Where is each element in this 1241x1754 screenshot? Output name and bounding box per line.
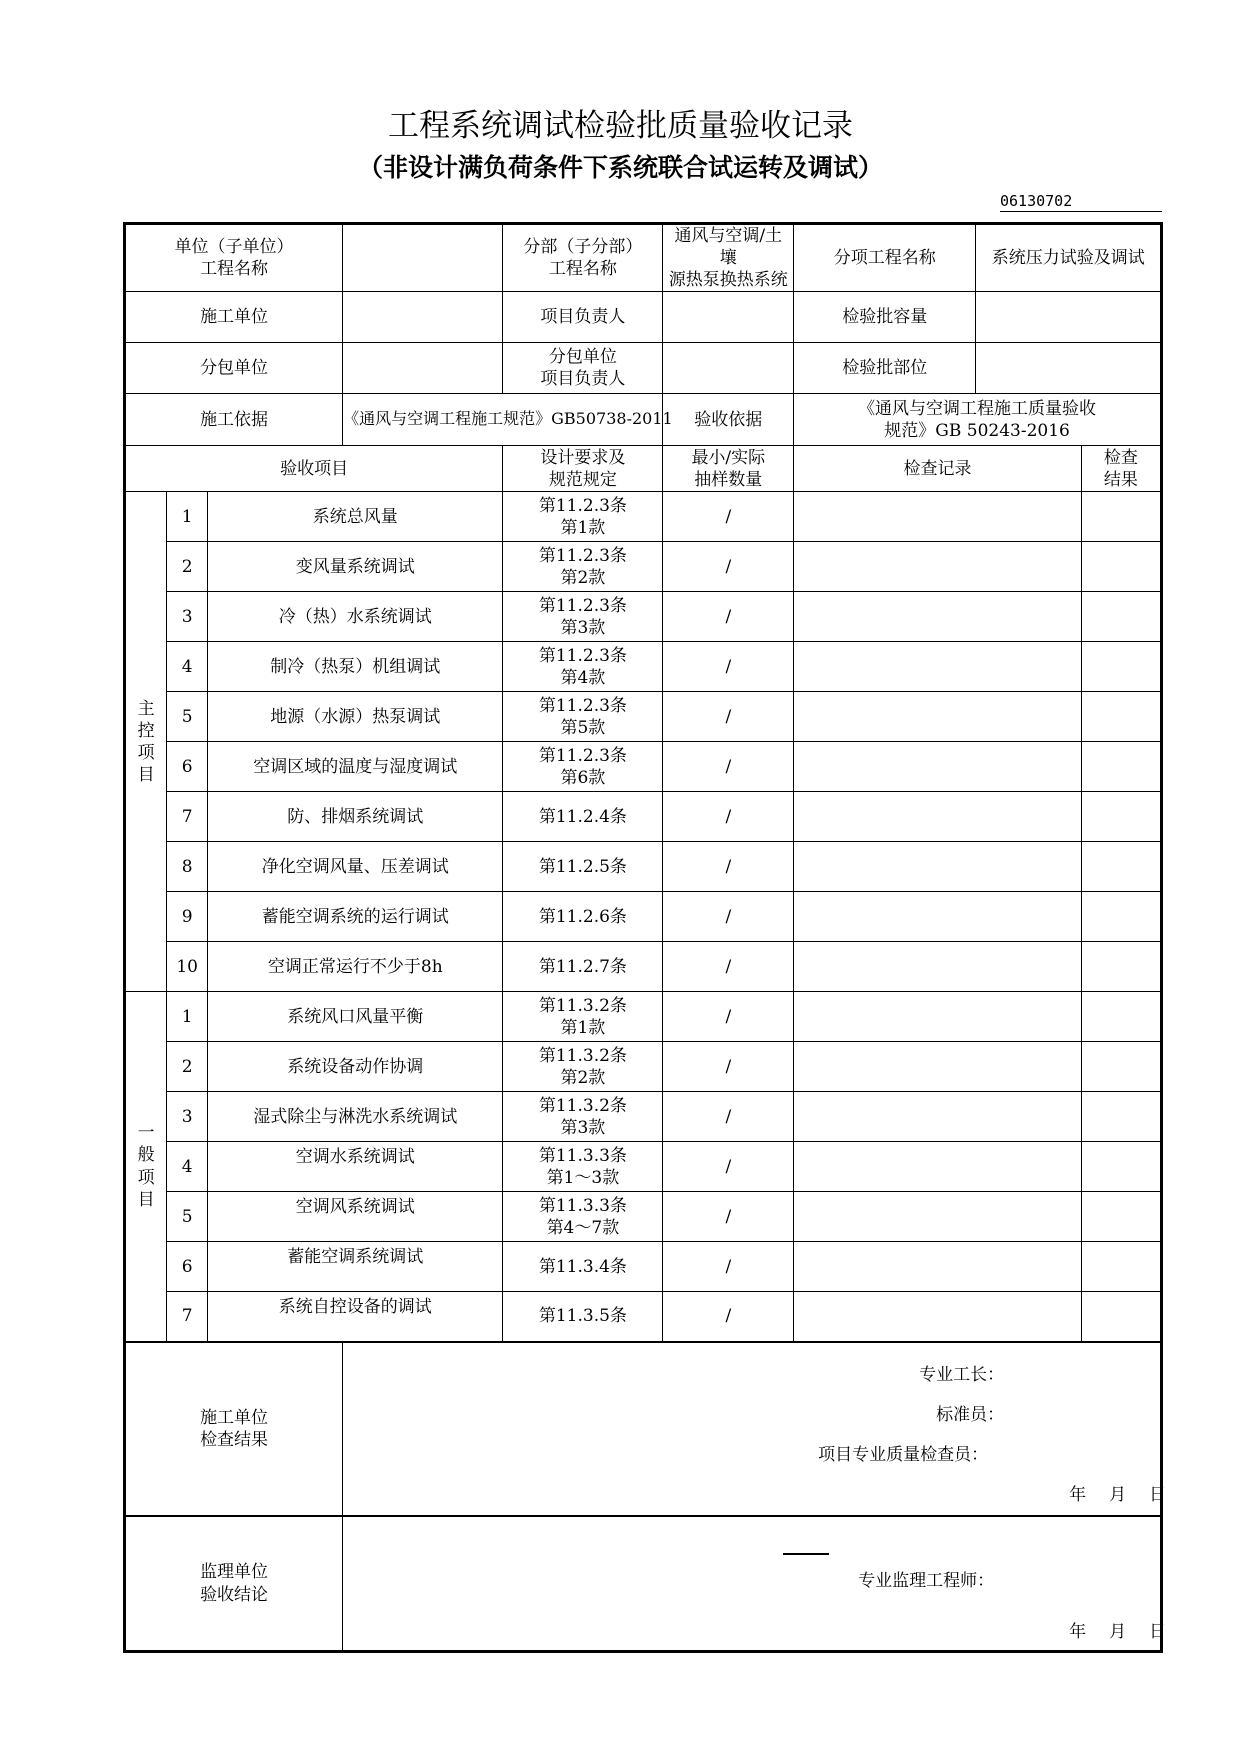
header-row-2 — [125, 292, 1162, 343]
column-header-row — [125, 446, 1162, 492]
item-name: 地源（水源）热泵调试 — [208, 692, 503, 742]
date-day: 日 — [1149, 1484, 1167, 1505]
item-sample[interactable]: / — [663, 492, 794, 542]
item-record[interactable] — [794, 942, 1082, 992]
item-no: 10 — [167, 942, 208, 992]
item-sample[interactable]: / — [663, 542, 794, 592]
table-row — [125, 992, 1162, 1042]
item-sample[interactable]: / — [663, 1042, 794, 1092]
item-clause: 第11.2.3条 第1款 — [503, 492, 663, 542]
table-row — [125, 642, 1162, 692]
table-row — [125, 842, 1162, 892]
unit-name-label: 单位（子单位） 工程名称 — [125, 224, 343, 292]
subcontractor-label: 分包单位 — [125, 343, 343, 394]
supervising-engineer-label: 专业监理工程师： — [858, 1570, 995, 1591]
capacity-value[interactable] — [976, 292, 1162, 343]
subitem-name-value[interactable]: 系统压力试验及调试 — [976, 224, 1162, 292]
item-name: 空调风系统调试 — [208, 1192, 503, 1242]
item-sample[interactable]: / — [663, 692, 794, 742]
item-record[interactable] — [794, 1092, 1082, 1142]
item-name: 系统设备动作协调 — [208, 1042, 503, 1092]
item-result[interactable] — [1081, 1242, 1161, 1292]
header-row-3 — [125, 343, 1162, 394]
item-sample[interactable]: / — [663, 1292, 794, 1342]
location-value[interactable] — [976, 343, 1162, 394]
sub-pm-label: 分包单位 项目负责人 — [503, 343, 663, 394]
contractor-signature-area[interactable] — [343, 1342, 1167, 1516]
item-name: 制冷（热泵）机组调试 — [208, 642, 503, 692]
table-row — [125, 492, 1162, 542]
item-result[interactable] — [1081, 1092, 1161, 1142]
subitem-name-label: 分项工程名称 — [794, 224, 976, 292]
item-no: 4 — [167, 1142, 208, 1192]
date-year: 年 — [1069, 1621, 1087, 1642]
item-no: 1 — [167, 492, 208, 542]
item-clause: 第11.3.2条 第2款 — [503, 1042, 663, 1092]
date-month: 月 — [1109, 1484, 1127, 1505]
form-code: 06130702 — [1000, 192, 1162, 212]
item-clause: 第11.2.3条 第5款 — [503, 692, 663, 742]
table-row — [125, 1092, 1162, 1142]
supervisor-signature-area[interactable] — [343, 1516, 1167, 1652]
item-no: 6 — [167, 742, 208, 792]
item-result[interactable] — [1081, 992, 1161, 1042]
item-clause: 第11.2.3条 第2款 — [503, 542, 663, 592]
header-row-1 — [125, 224, 1162, 292]
contractor-value[interactable] — [343, 292, 503, 343]
item-sample[interactable]: / — [663, 892, 794, 942]
subcontractor-value[interactable] — [343, 343, 503, 394]
item-clause: 第11.3.3条 第1～3款 — [503, 1142, 663, 1192]
supervisor-check-row — [125, 1516, 1162, 1652]
item-result[interactable] — [1081, 892, 1161, 942]
quality-inspector-label: 项目专业质量检查员： — [818, 1444, 989, 1465]
item-result[interactable] — [1081, 1142, 1161, 1192]
item-record[interactable] — [794, 1292, 1082, 1342]
item-result[interactable] — [1081, 1292, 1161, 1342]
item-clause: 第11.3.4条 — [503, 1242, 663, 1292]
table-row — [125, 892, 1162, 942]
item-name: 系统自控设备的调试 — [208, 1292, 503, 1342]
item-result[interactable] — [1081, 742, 1161, 792]
capacity-label: 检验批容量 — [794, 292, 976, 343]
item-record[interactable] — [794, 792, 1082, 842]
table-row — [125, 1042, 1162, 1092]
divider — [783, 1553, 829, 1555]
item-result[interactable] — [1081, 692, 1161, 742]
item-no: 7 — [167, 1292, 208, 1342]
table-row — [125, 542, 1162, 592]
unit-name-value[interactable] — [343, 224, 503, 292]
item-result[interactable] — [1081, 642, 1161, 692]
item-sample[interactable]: / — [663, 792, 794, 842]
item-result[interactable] — [1081, 842, 1161, 892]
basis-label: 施工依据 — [125, 394, 343, 446]
item-no: 5 — [167, 692, 208, 742]
location-label: 检验批部位 — [794, 343, 976, 394]
item-clause: 第11.2.4条 — [503, 792, 663, 842]
item-record[interactable] — [794, 1192, 1082, 1242]
main-section-label: 主 控 项 目 — [125, 492, 167, 992]
date-day: 日 — [1149, 1621, 1167, 1642]
table-row — [125, 1292, 1162, 1342]
item-record[interactable] — [794, 592, 1082, 642]
table-row — [125, 1192, 1162, 1242]
item-no: 2 — [167, 1042, 208, 1092]
item-clause: 第11.2.3条 第6款 — [503, 742, 663, 792]
col-record-header: 检查记录 — [794, 446, 1082, 492]
item-no: 9 — [167, 892, 208, 942]
item-record[interactable] — [794, 1142, 1082, 1192]
item-no: 8 — [167, 842, 208, 892]
item-record[interactable] — [794, 542, 1082, 592]
item-record[interactable] — [794, 1042, 1082, 1092]
table-row — [125, 1242, 1162, 1292]
item-name: 空调水系统调试 — [208, 1142, 503, 1192]
item-record[interactable] — [794, 642, 1082, 692]
item-sample[interactable]: / — [663, 992, 794, 1042]
division-name-value[interactable]: 通风与空调/土壤 源热泵换热系统 — [663, 224, 794, 292]
item-no: 4 — [167, 642, 208, 692]
foreman-label: 专业工长： — [919, 1364, 1005, 1385]
item-record[interactable] — [794, 492, 1082, 542]
basis-value: 《通风与空调工程施工规范》GB50738-2011 — [343, 394, 663, 446]
item-clause: 第11.3.3条 第4～7款 — [503, 1192, 663, 1242]
col-sample-header: 最小/实际 抽样数量 — [663, 446, 794, 492]
general-section-label: 一 般 项 目 — [125, 992, 167, 1342]
item-name: 蓄能空调系统调试 — [208, 1242, 503, 1292]
inspection-form — [123, 222, 1167, 1653]
item-name: 空调正常运行不少于8h — [208, 942, 503, 992]
division-name-label: 分部（子分部） 工程名称 — [503, 224, 663, 292]
item-name: 蓄能空调系统的运行调试 — [208, 892, 503, 942]
col-result-header: 检查 结果 — [1081, 446, 1161, 492]
acceptance-basis-label: 验收依据 — [663, 394, 794, 446]
item-clause: 第11.3.2条 第1款 — [503, 992, 663, 1042]
col-requirement-header: 设计要求及 规范规定 — [503, 446, 663, 492]
table-row — [125, 942, 1162, 992]
standards-officer-label: 标准员： — [936, 1404, 1005, 1425]
item-no: 3 — [167, 592, 208, 642]
table-row — [125, 692, 1162, 742]
item-no: 5 — [167, 1192, 208, 1242]
item-result[interactable] — [1081, 592, 1161, 642]
item-sample[interactable]: / — [663, 1242, 794, 1292]
item-record[interactable] — [794, 1242, 1082, 1292]
date-year: 年 — [1069, 1484, 1087, 1505]
page-subtitle: （非设计满负荷条件下系统联合试运转及调试） — [357, 153, 883, 182]
item-name: 防、排烟系统调试 — [208, 792, 503, 842]
item-result[interactable] — [1081, 1042, 1161, 1092]
item-name: 空调区域的温度与湿度调试 — [208, 742, 503, 792]
page-title: 工程系统调试检验批质量验收记录 — [388, 108, 853, 144]
item-result[interactable] — [1081, 542, 1161, 592]
table-row — [125, 1142, 1162, 1192]
project-manager-label: 项目负责人 — [503, 292, 663, 343]
item-name: 变风量系统调试 — [208, 542, 503, 592]
item-sample[interactable]: / — [663, 1192, 794, 1242]
item-clause: 第11.3.2条 第3款 — [503, 1092, 663, 1142]
item-name: 系统风口风量平衡 — [208, 992, 503, 1042]
table-row — [125, 792, 1162, 842]
contractor-check-row — [125, 1342, 1162, 1516]
item-no: 2 — [167, 542, 208, 592]
item-sample[interactable]: / — [663, 1142, 794, 1192]
item-no: 3 — [167, 1092, 208, 1142]
item-no: 7 — [167, 792, 208, 842]
item-no: 6 — [167, 1242, 208, 1292]
item-result[interactable] — [1081, 942, 1161, 992]
item-clause: 第11.3.5条 — [503, 1292, 663, 1342]
table-row — [125, 592, 1162, 642]
item-clause: 第11.2.3条 第4款 — [503, 642, 663, 692]
contractor-label: 施工单位 — [125, 292, 343, 343]
item-sample[interactable]: / — [663, 842, 794, 892]
item-sample[interactable]: / — [663, 592, 794, 642]
table-row — [125, 742, 1162, 792]
item-record[interactable] — [794, 692, 1082, 742]
acceptance-basis-value: 《通风与空调工程施工质量验收 规范》GB 50243-2016 — [794, 394, 1162, 446]
item-no: 1 — [167, 992, 208, 1042]
item-name: 湿式除尘与淋洗水系统调试 — [208, 1092, 503, 1142]
item-name: 系统总风量 — [208, 492, 503, 542]
item-sample[interactable]: / — [663, 942, 794, 992]
item-sample[interactable]: / — [663, 642, 794, 692]
contractor-check-label: 施工单位 检查结果 — [125, 1342, 343, 1516]
item-result[interactable] — [1081, 492, 1161, 542]
item-record[interactable] — [794, 842, 1082, 892]
item-clause: 第11.2.6条 — [503, 892, 663, 942]
col-item-header: 验收项目 — [125, 446, 503, 492]
item-clause: 第11.2.5条 — [503, 842, 663, 892]
item-name: 净化空调风量、压差调试 — [208, 842, 503, 892]
date-month: 月 — [1109, 1621, 1127, 1642]
item-clause: 第11.2.7条 — [503, 942, 663, 992]
item-record[interactable] — [794, 742, 1082, 792]
item-result[interactable] — [1081, 1192, 1161, 1242]
supervisor-check-label: 监理单位 验收结论 — [125, 1516, 343, 1652]
item-record[interactable] — [794, 892, 1082, 942]
item-sample[interactable]: / — [663, 742, 794, 792]
sub-pm-value[interactable] — [663, 343, 794, 394]
item-sample[interactable]: / — [663, 1092, 794, 1142]
item-result[interactable] — [1081, 792, 1161, 842]
project-manager-value[interactable] — [663, 292, 794, 343]
item-record[interactable] — [794, 992, 1082, 1042]
item-clause: 第11.2.3条 第3款 — [503, 592, 663, 642]
header-row-4 — [125, 394, 1162, 446]
item-name: 冷（热）水系统调试 — [208, 592, 503, 642]
